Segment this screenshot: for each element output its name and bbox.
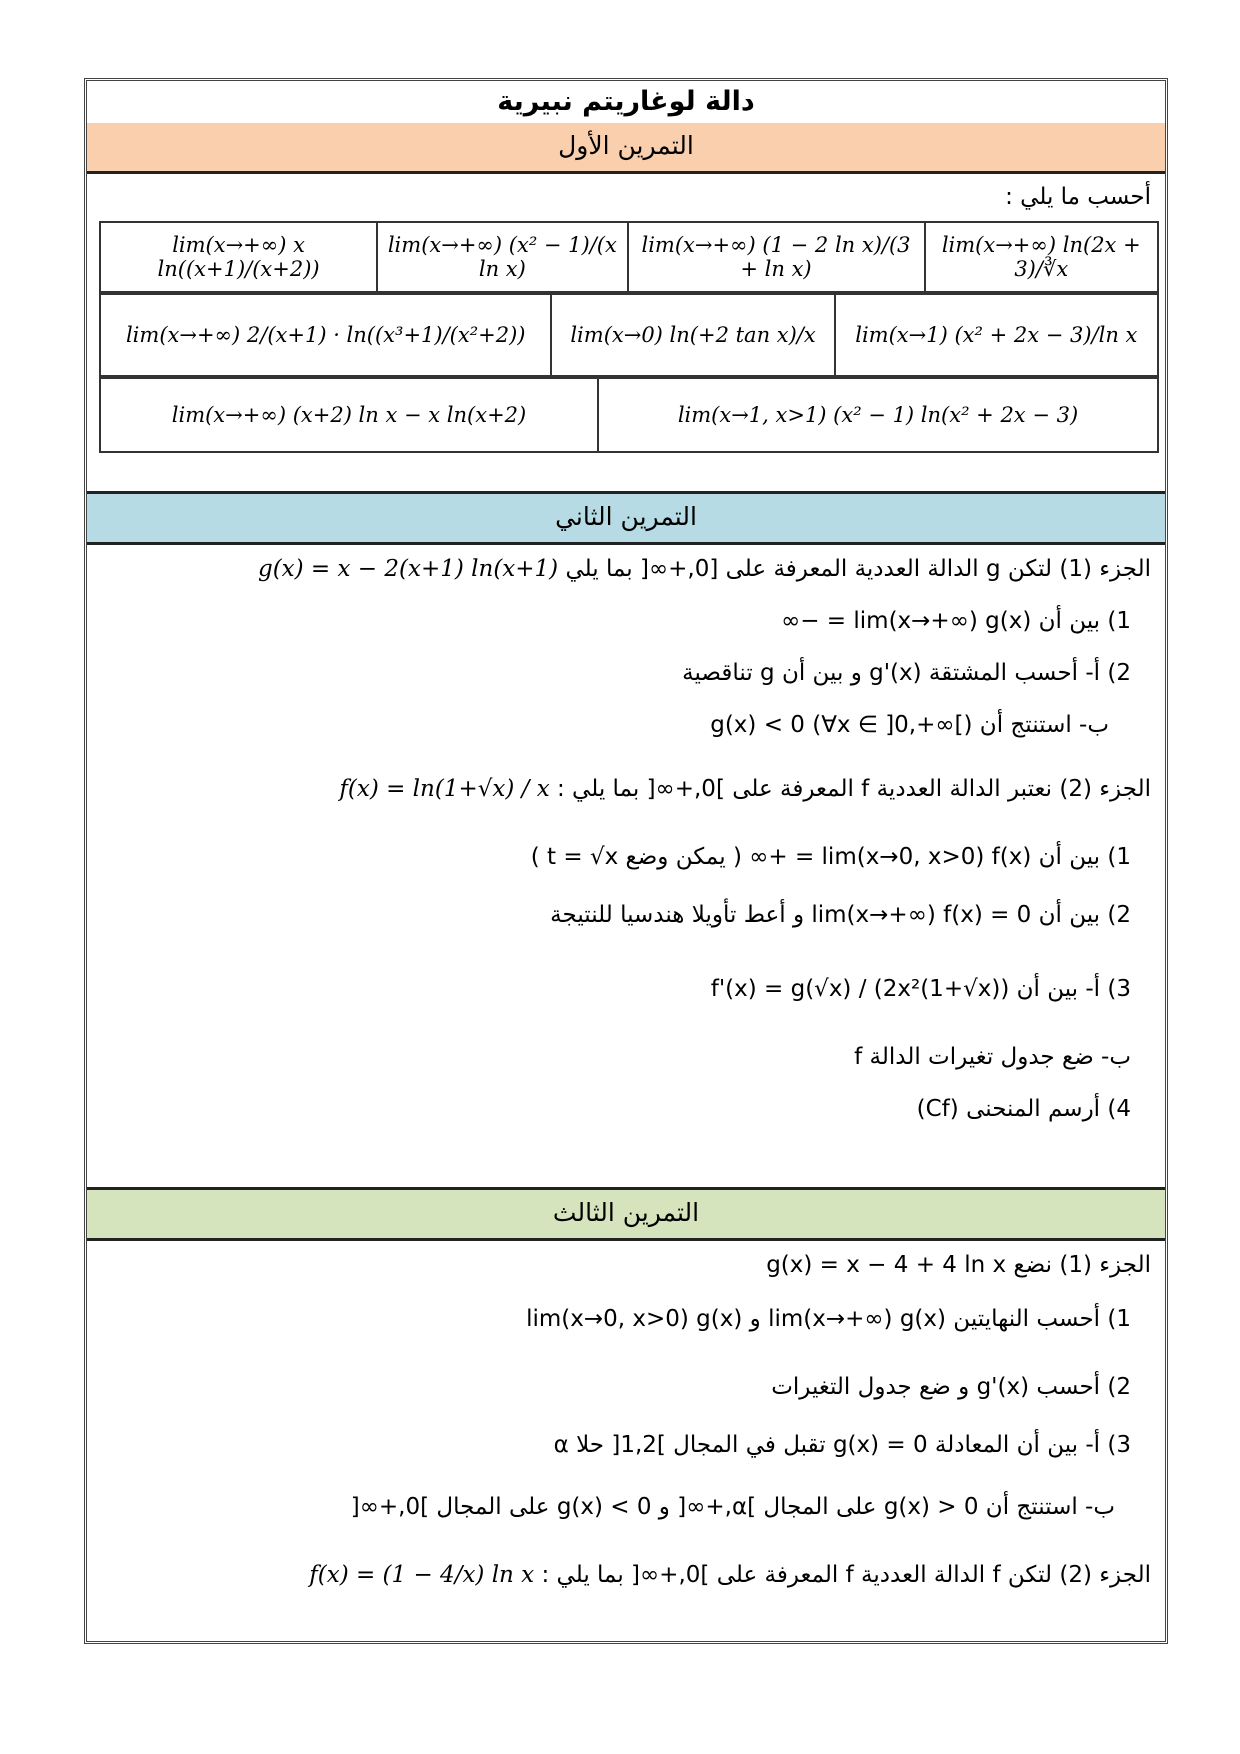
exercise-1-heading: التمرين الأول bbox=[87, 123, 1165, 174]
ex3-q3a: 3) أ- بين أن المعادلة g(x) = 0 تقبل في المجال ]1,2[ حلا α bbox=[553, 1432, 1131, 1458]
ex2-q2b: ب- استنتج أن g(x) < 0 (∀x ∈ ]0,+∞[) bbox=[710, 712, 1109, 738]
ex2-q24: 4) أرسم المنحنى (Cf) bbox=[916, 1096, 1131, 1122]
ex1-instruction: أحسب ما يلي : bbox=[1005, 184, 1151, 210]
ex2-g-formula: g(x) = x − 2(x+1) ln(x+1) bbox=[257, 556, 559, 582]
ex2-part2-intro bbox=[339, 773, 1151, 805]
ex3-f-formula: f(x) = (1 − 4/x) ln x bbox=[309, 1562, 535, 1588]
ex2-f-formula: f(x) = ln(1+√x) / x bbox=[339, 776, 550, 802]
ex2-q2a: 2) أ- أحسب المشتقة g'(x) و بين أن g تناقصية bbox=[682, 660, 1131, 686]
limit-cell: lim(x→0) ln(+2 tan x)/x bbox=[551, 294, 834, 376]
ex2-q22: 2) بين أن lim(x→+∞) f(x) = 0 و أعط تأويلا هندسيا للنتيجة bbox=[550, 902, 1131, 928]
ex2-q1: 1) بين أن lim(x→+∞) g(x) = −∞ bbox=[781, 608, 1131, 634]
ex3-part1: الجزء (1) نضع g(x) = x − 4 + 4 ln x bbox=[766, 1252, 1151, 1278]
limit-cell: lim(x→+∞) ln(2x + 3)/∛x bbox=[925, 222, 1159, 292]
exercise-2-heading: التمرين الثاني bbox=[87, 491, 1165, 545]
ex2-q21: 1) بين أن lim(x→0, x>0) f(x) = +∞ ( يمكن وضع t = √x ) bbox=[530, 844, 1131, 870]
limits-table-row1 bbox=[99, 221, 1159, 293]
limit-cell: lim(x→1, x>1) (x² − 1) ln(x² + 2x − 3) bbox=[598, 378, 1158, 452]
ex3-part2-text: الجزء (2) لتكن f الدالة العددية f المعرفة على ]0,+∞[ بما يلي : bbox=[541, 1562, 1151, 1588]
limit-cell: lim(x→+∞) (1 − 2 ln x)/(3 + ln x) bbox=[628, 222, 925, 292]
limit-cell: lim(x→+∞) (x+2) ln x − x ln(x+2) bbox=[100, 378, 598, 452]
ex3-part2 bbox=[309, 1559, 1151, 1591]
limit-cell: lim(x→+∞) 2/(x+1) · ln((x³+1)/(x²+2)) bbox=[100, 294, 551, 376]
ex2-part1-text: الجزء (1) لتكن g الدالة العددية المعرفة على [0,+∞[ بما يلي bbox=[565, 556, 1151, 582]
limit-cell: lim(x→+∞) x ln((x+1)/(x+2)) bbox=[100, 222, 377, 292]
limits-table-row2 bbox=[99, 293, 1159, 377]
exercise-3-heading: التمرين الثالث bbox=[87, 1187, 1165, 1241]
ex3-q3b: ب- استنتج أن g(x) > 0 على المجال ]α,+∞[ و g(x) < 0 على المجال ]0,+∞[ bbox=[350, 1494, 1115, 1520]
limit-cell: lim(x→1) (x² + 2x − 3)/ln x bbox=[835, 294, 1158, 376]
limits-table-row3 bbox=[99, 377, 1159, 453]
limit-cell: lim(x→+∞) (x² − 1)/(x ln x) bbox=[377, 222, 627, 292]
ex2-part1-intro bbox=[258, 553, 1151, 585]
ex2-q23b: ب- ضع جدول تغيرات الدالة f bbox=[854, 1044, 1131, 1070]
ex3-q1: 1) أحسب النهايتين lim(x→+∞) g(x) و lim(x→0, x>0) g(x) bbox=[526, 1306, 1131, 1332]
ex2-part2-text: الجزء (2) نعتبر الدالة العددية f المعرفة على ]0,+∞[ بما يلي : bbox=[557, 776, 1151, 802]
ex3-q2: 2) أحسب g'(x) و ضع جدول التغيرات bbox=[771, 1374, 1131, 1400]
ex2-q23a: 3) أ- بين أن f'(x) = g(√x) / (2x²(1+√x)) bbox=[710, 976, 1131, 1002]
page-title: دالة لوغاريتم نبيرية bbox=[87, 81, 1165, 126]
page-frame bbox=[84, 78, 1168, 1644]
